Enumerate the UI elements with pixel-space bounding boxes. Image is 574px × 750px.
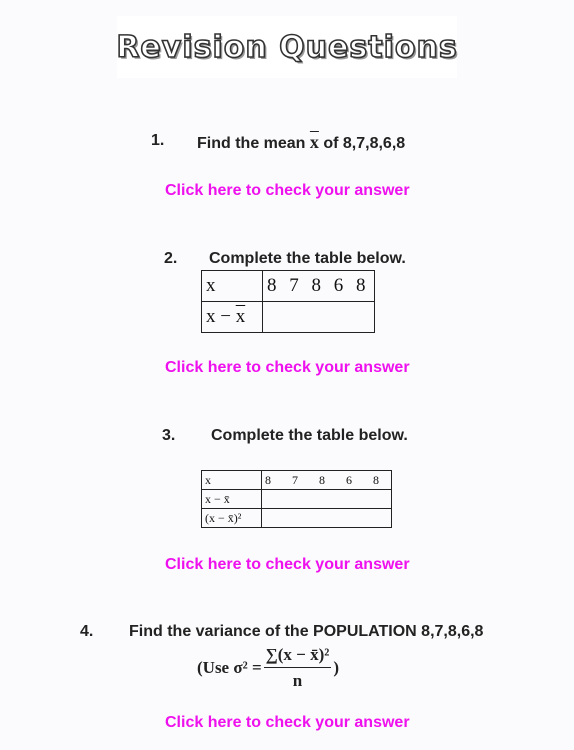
title-banner [117, 16, 457, 78]
table-cell-answer[interactable] [262, 509, 392, 528]
row-label: x − [206, 306, 236, 327]
x-bar-symbol: $\overline{x}$ [309, 132, 319, 152]
question-1-text-after: of 8,7,8,6,8 [318, 135, 406, 152]
check-answer-link-2[interactable]: Click here to check your answer [165, 359, 410, 376]
x-bar-symbol: $\overline{x}$ [235, 306, 246, 327]
table-cell-label: (x − x̄)² [202, 509, 262, 528]
check-answer-link-1[interactable]: Click here to check your answer [165, 182, 410, 199]
table-cell-label [202, 302, 263, 333]
row-label: x [206, 275, 216, 296]
table-cell-values[interactable]: 8 7 8 6 8 [262, 471, 392, 490]
table-row [202, 302, 375, 333]
question-3-table [201, 470, 392, 528]
question-4-text: Find the variance of the POPULATION 8,7,8,6,8 [129, 623, 484, 640]
table-row [202, 509, 392, 528]
question-3-number: 3. [162, 427, 176, 444]
table-cell-answer[interactable] [263, 302, 375, 333]
table-cell-answer[interactable] [262, 490, 392, 509]
variance-formula [197, 645, 339, 691]
table-cell-label [202, 271, 263, 302]
question-3-text: Complete the table below. [211, 427, 408, 444]
check-answer-link-3[interactable]: Click here to check your answer [165, 556, 410, 573]
question-1-number: 1. [151, 132, 165, 149]
table-row [202, 471, 392, 490]
question-2-table [201, 270, 375, 333]
formula-numerator: ∑(x − x̄)² [264, 645, 332, 668]
formula-prefix: (Use σ² = [197, 658, 262, 677]
table-row [202, 271, 375, 302]
question-2-number: 2. [164, 250, 178, 267]
formula-fraction [264, 645, 332, 691]
question-4-number: 4. [80, 623, 94, 640]
table-cell-values[interactable]: 8 7 8 6 8 [263, 271, 375, 302]
formula-denominator: n [292, 671, 303, 690]
table-cell-label: x [202, 471, 262, 490]
table-cell-label: x − x̄ [202, 490, 262, 509]
question-2-text: Complete the table below. [209, 250, 406, 267]
page-title: Revision Questions [116, 29, 458, 65]
question-1-text-before: Find the mean [197, 135, 310, 152]
formula-suffix: ) [333, 658, 340, 677]
check-answer-link-4[interactable]: Click here to check your answer [165, 714, 410, 731]
table-row [202, 490, 392, 509]
question-1-text [197, 132, 405, 153]
